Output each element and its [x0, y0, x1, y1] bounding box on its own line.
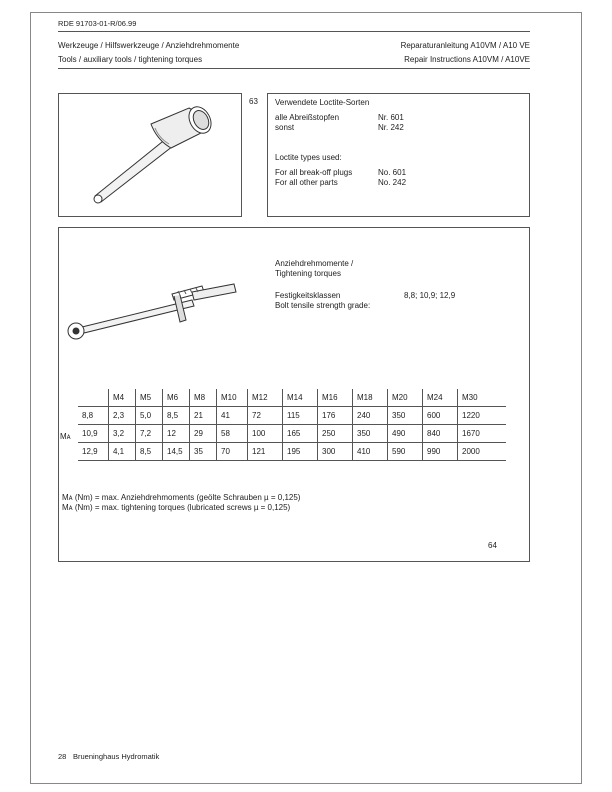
torque-figure-number: 64 — [488, 541, 497, 550]
loctite-row-value: No. 242 — [378, 178, 407, 187]
table-cell: 840 — [423, 425, 458, 443]
table-cell: 100 — [248, 425, 283, 443]
table-cell: 70 — [217, 443, 248, 461]
loctite-title-en: Loctite types used: — [275, 153, 342, 162]
table-row — [78, 443, 506, 461]
table-cell: 490 — [388, 425, 423, 443]
grade-cell: 8,8 — [82, 411, 94, 420]
table-cell: 300 — [318, 443, 353, 461]
table-cell: 590 — [388, 443, 423, 461]
footer-company: Brueninghaus Hydromatik — [73, 752, 160, 761]
torque-row-symbol: Mᴀ — [60, 432, 71, 441]
table-cell: 350 — [353, 425, 388, 443]
table-cell: 12 — [163, 425, 190, 443]
table-cell: 195 — [283, 443, 318, 461]
table-cell: 1670 — [458, 425, 507, 443]
table-row — [78, 425, 506, 443]
table-cell: 2,3 — [109, 407, 136, 425]
table-row — [78, 407, 506, 425]
doc-code: RDE 91703-01-R/06.99 — [58, 19, 137, 28]
loctite-row-label: sonst — [275, 123, 295, 132]
column-header: M4 — [109, 389, 136, 407]
table-cell: 250 — [318, 425, 353, 443]
table-cell: 3,2 — [109, 425, 136, 443]
grade-values: 8,8; 10,9; 12,9 — [404, 291, 456, 300]
table-cell: 5,0 — [136, 407, 163, 425]
table-cell: 121 — [248, 443, 283, 461]
table-cell: 410 — [353, 443, 388, 461]
table-cell: 41 — [217, 407, 248, 425]
table-header-row — [78, 389, 506, 407]
column-header: M5 — [136, 389, 163, 407]
torque-title-en: Tightening torques — [275, 269, 341, 278]
column-header: M16 — [318, 389, 353, 407]
mallet-icon — [59, 94, 241, 216]
header-top-rule — [58, 31, 530, 32]
table-cell: 21 — [190, 407, 217, 425]
column-header: M30 — [458, 389, 507, 407]
column-header: M8 — [190, 389, 217, 407]
header-bottom-rule — [58, 68, 530, 69]
loctite-row-label: For all break-off plugs — [275, 168, 353, 177]
table-cell: 72 — [248, 407, 283, 425]
torque-table — [78, 389, 506, 461]
grade-cell: 12,9 — [82, 447, 98, 456]
loctite-figure-number: 63 — [249, 97, 258, 106]
table-cell: 165 — [283, 425, 318, 443]
table-cell: 115 — [283, 407, 318, 425]
table-cell: 8,5 — [163, 407, 190, 425]
loctite-title-de: Verwendete Loctite-Sorten — [275, 98, 370, 107]
column-header: M6 — [163, 389, 190, 407]
column-header: M14 — [283, 389, 318, 407]
footer-page-number: 28 — [58, 752, 67, 761]
table-cell: 176 — [318, 407, 353, 425]
table-cell: 600 — [423, 407, 458, 425]
loctite-row-label: alle Abreißstopfen — [275, 113, 340, 122]
column-header: M18 — [353, 389, 388, 407]
table-cell: 58 — [217, 425, 248, 443]
column-header: M20 — [388, 389, 423, 407]
header-right-de: Reparaturanleitung A10VM / A10 VE — [400, 41, 530, 50]
torque-wrench-icon — [62, 282, 242, 342]
header-right-en: Repair Instructions A10VM / A10VE — [404, 55, 530, 64]
table-cell: 35 — [190, 443, 217, 461]
header-left-en: Tools / auxiliary tools / tightening torques — [58, 55, 203, 64]
table-cell: 1220 — [458, 407, 507, 425]
table-cell: 4,1 — [109, 443, 136, 461]
table-cell: 7,2 — [136, 425, 163, 443]
loctite-row-value: No. 601 — [378, 168, 407, 177]
loctite-row-value: Nr. 601 — [378, 113, 404, 122]
torque-note-en: Mᴀ (Nm) = max. tightening torques (lubricated screws µ = 0,125) — [62, 503, 291, 512]
torque-title-de: Anziehdrehmomente / — [275, 259, 354, 268]
table-cell: 350 — [388, 407, 423, 425]
table-cell: 14,5 — [163, 443, 190, 461]
table-cell: 2000 — [458, 443, 507, 461]
column-header: M12 — [248, 389, 283, 407]
grade-cell: 10,9 — [82, 429, 98, 438]
mallet-figure — [58, 93, 242, 217]
loctite-row-value: Nr. 242 — [378, 123, 404, 132]
grade-label-en: Bolt tensile strength grade: — [275, 301, 371, 310]
table-cell: 8,5 — [136, 443, 163, 461]
loctite-row-label: For all other parts — [275, 178, 338, 187]
torque-note-de: Mᴀ (Nm) = max. Anziehdrehmoments (geölte Schrauben µ = 0,125) — [62, 493, 301, 502]
table-cell: 29 — [190, 425, 217, 443]
header-left-de: Werkzeuge / Hilfswerkzeuge / Anziehdrehmomente — [58, 41, 240, 50]
grade-label-de: Festigkeitsklassen — [275, 291, 341, 300]
column-header: M24 — [423, 389, 458, 407]
table-cell: 240 — [353, 407, 388, 425]
table-cell: 990 — [423, 443, 458, 461]
column-header: M10 — [217, 389, 248, 407]
